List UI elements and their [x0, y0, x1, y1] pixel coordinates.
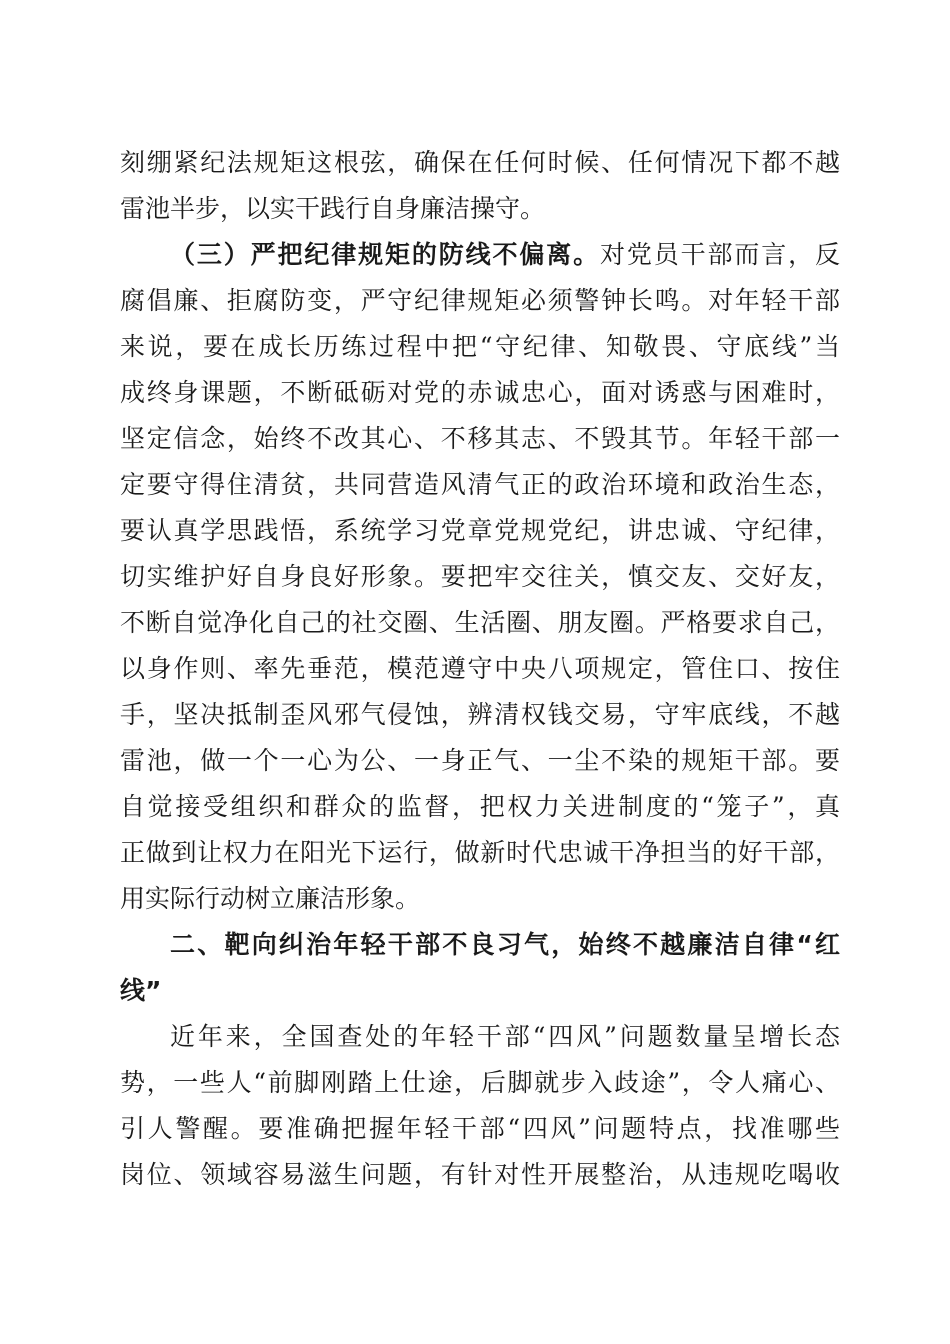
paragraph-line: 近年来，全国查处的年轻干部“四风”问题数量呈增长态 — [170, 1022, 840, 1051]
paragraph-line: 岗位、领域容易滋生问题，有针对性开展整治，从违规吃喝收 — [120, 1160, 840, 1189]
paragraph-line: 用实际行动树立廉洁形象。 — [120, 884, 421, 913]
paragraph-line: 要认真学思践悟，系统学习党章党规党纪，讲忠诚、守纪律， — [120, 516, 840, 545]
paragraph-line: 不断自觉净化自己的社交圈、生活圈、朋友圈。严格要求自己， — [120, 608, 840, 637]
section-three-first-line — [170, 237, 840, 273]
paragraph-line: 腐倡廉、拒腐防变，严守纪律规矩必须警钟长鸣。对年轻干部 — [120, 286, 840, 315]
section-three-first-line-text: 对党员干部而言，反 — [599, 240, 840, 269]
section-heading: 二、靶向纠治年轻干部不良习气，始终不越廉洁自律“红 — [170, 930, 840, 959]
paragraph-line: 手，坚决抵制歪风邪气侵蚀，辨清权钱交易，守牢底线，不越 — [120, 700, 840, 729]
paragraph-line: 成终身课题，不断砥砺对党的赤诚忠心，面对诱惑与困难时， — [120, 378, 840, 407]
paragraph-line: 定要守得住清贫，共同营造风清气正的政治环境和政治生态， — [120, 470, 840, 499]
paragraph-line: 势，一些人“前脚刚踏上仕途，后脚就步入歧途”，令人痛心、 — [120, 1068, 840, 1097]
paragraph-line: 坚定信念，始终不改其心、不移其志、不毁其节。年轻干部一 — [120, 424, 840, 453]
paragraph-line: 来说，要在成长历练过程中把“守纪律、知敬畏、守底线”当 — [120, 332, 840, 361]
section-heading-continued: 线” — [120, 976, 162, 1005]
paragraph-line: 切实维护好自身良好形象。要把牢交往关，慎交友、交好友， — [120, 562, 840, 591]
paragraph-line: 刻绷紧纪法规矩这根弦，确保在任何时候、任何情况下都不越 — [120, 148, 840, 177]
paragraph-line: 引人警醒。要准确把握年轻干部“四风”问题特点，找准哪些 — [120, 1114, 840, 1143]
paragraph-line: 正做到让权力在阳光下运行，做新时代忠诚干净担当的好干部， — [120, 838, 840, 867]
paragraph-line: 雷池半步，以实干践行自身廉洁操守。 — [120, 194, 546, 223]
paragraph-line: 以身作则、率先垂范，模范遵守中央八项规定，管住口、按住 — [120, 654, 840, 683]
paragraph-line: 自觉接受组织和群众的监督，把权力关进制度的“笼子”，真 — [120, 792, 840, 821]
section-three-title: （三）严把纪律规矩的防线不偏离。 — [170, 240, 600, 269]
paragraph-line: 雷池，做一个一心为公、一身正气、一尘不染的规矩干部。要 — [120, 746, 840, 775]
